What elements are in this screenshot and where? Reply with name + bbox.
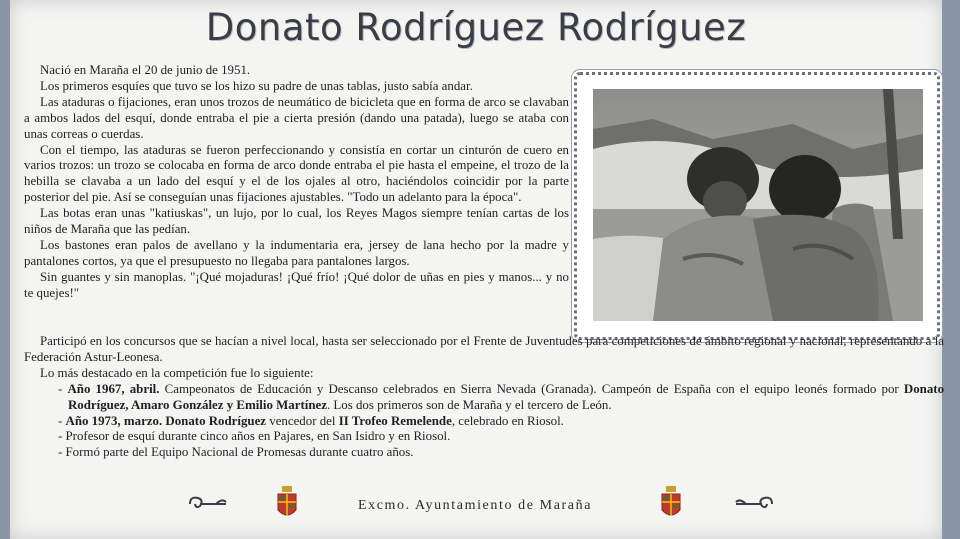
list-item bbox=[24, 382, 944, 414]
paragraph: Los bastones eran palos de avellano y la indumentaria era, jersey de lana hecho por la madre y pantalones cortos, ya que el presupuesto no llegaba para pantalones largos. bbox=[24, 237, 569, 268]
coat-of-arms-icon bbox=[660, 486, 682, 522]
coat-of-arms-icon bbox=[276, 486, 298, 522]
achievement-text: , celebrado en Riosol. bbox=[451, 413, 564, 428]
photo-frame bbox=[574, 72, 940, 340]
memorial-board bbox=[10, 0, 945, 539]
footer-text: Excmo. Ayuntamiento de Maraña bbox=[357, 498, 593, 513]
footer bbox=[10, 486, 942, 526]
team-names: Donato Rodríguez, Amaro González y Emilio Martínez bbox=[68, 381, 945, 412]
paragraph: Con el tiempo, las ataduras se fueron perfeccionando y consistía en cortar un cinturón de cuero en varios trozos: un trozo se colocaba en forma de arco donde entraba el pie hasta el empeine, el trozo de la hebilla se clavaba a un lado del esquí y el de los ojales al otro, haciéndolos coincidir por la parte posterior del pie. Así se conseguían unas fijaciones ajustables. "Todo un adelanto para la época". bbox=[24, 142, 569, 205]
trophy-name: II Trofeo Remelende bbox=[338, 413, 452, 428]
list-item: - Profesor de esquí durante cinco años en Pajares, en San Isidro y en Riosol. bbox=[24, 429, 944, 445]
list-item: - Formó parte del Equipo Nacional de Promesas durante cuatro años. bbox=[24, 445, 944, 461]
two-skiers-photo-illustration bbox=[593, 89, 923, 321]
biography-text bbox=[24, 63, 569, 302]
achievement-text: Campeonatos de Educación y Descanso celebrados en Sierra Nevada (Granada). Campeón de España con el equipo leonés formado por bbox=[159, 381, 904, 396]
paragraph: Participó en los concursos que se hacían a nivel local, hasta ser seleccionado por el Frente de Juventudes para competiciones de ámbito regional y nacional, representando a la Federación Astur-Leonesa. bbox=[24, 334, 944, 364]
paragraph: Las ataduras o fijaciones, eran unos trozos de neumático de bicicleta que en forma de arco se clavaban a ambos lados del esquí, donde entraba el pie a cierta presión (dando una patada), luego se ataba con unas correas o cuerdas. bbox=[24, 94, 569, 141]
paragraph: Las botas eran unas "katiuskas", un lujo, por lo cual, los Reyes Magos siempre tenían cartas de los niños de Maraña que las pedían. bbox=[24, 206, 569, 237]
paragraph: Lo más destacado en la competición fue lo siguiente: bbox=[40, 365, 314, 380]
achievement-date: Año 1967, abril. bbox=[67, 381, 160, 396]
achievement-date: Año 1973, marzo. Donato Rodríguez bbox=[65, 413, 267, 428]
scroll-ornament-icon bbox=[186, 494, 230, 514]
achievement-text: . Los dos primeros son de Maraña y el tercero de León. bbox=[326, 397, 612, 412]
paragraph: Sin guantes y sin manoplas. "¡Qué mojaduras! ¡Qué frío! ¡Qué dolor de uñas en pies y manos... y no te quejes!" bbox=[24, 269, 569, 300]
achievement-text: vencedor del bbox=[266, 413, 339, 428]
paragraph: Nació en Maraña el 20 de junio de 1951. bbox=[40, 63, 251, 77]
historic-photo bbox=[593, 89, 923, 321]
competition-text bbox=[24, 334, 944, 461]
achievements-list bbox=[24, 382, 944, 462]
paragraph: Los primeros esquíes que tuvo se los hizo su padre de unas tablas, justo sabía andar. bbox=[40, 78, 473, 93]
page-title: Donato Rodríguez Rodríguez bbox=[205, 6, 747, 49]
list-item bbox=[24, 414, 944, 430]
scroll-ornament-icon bbox=[732, 494, 776, 514]
